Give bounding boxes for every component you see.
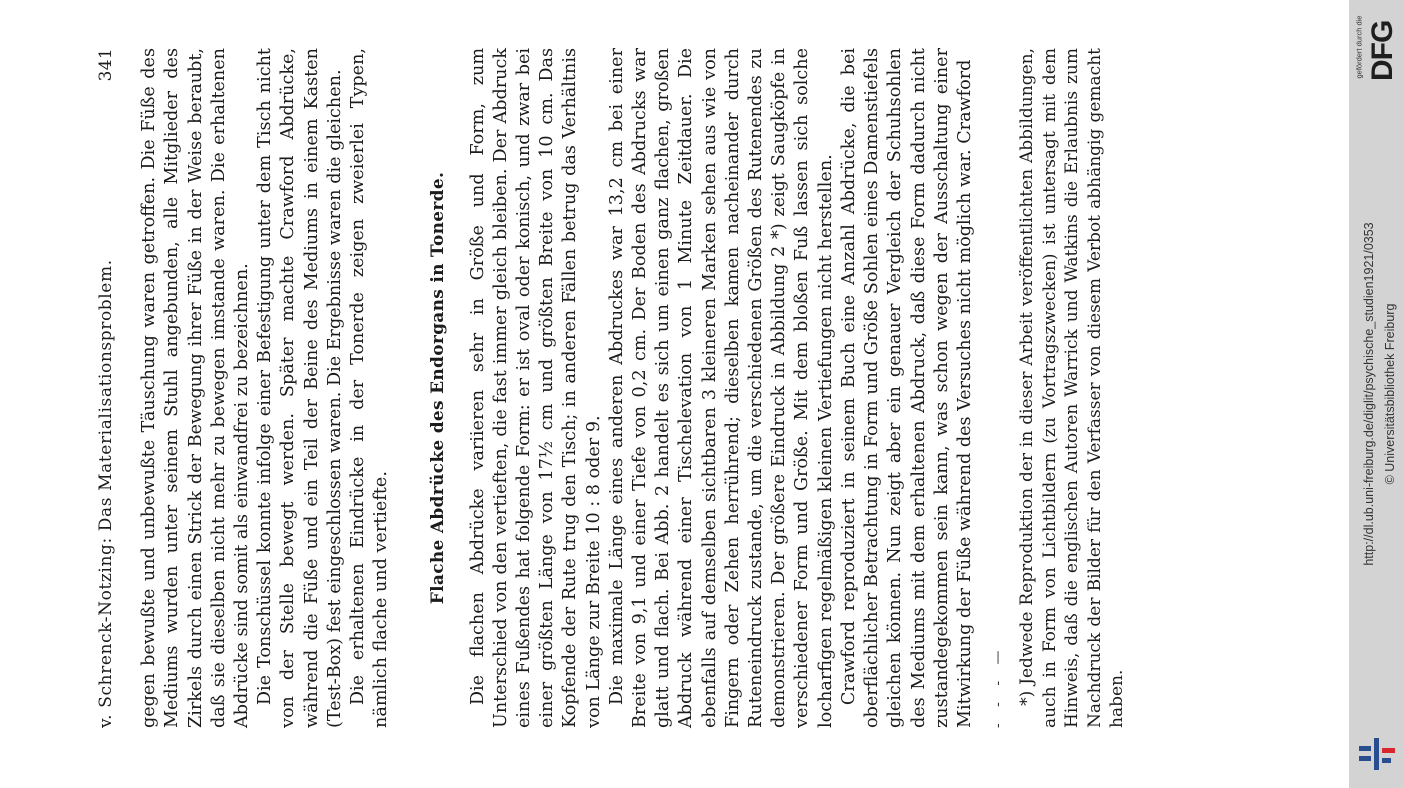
dfg-funder-block: [1351, 4, 1401, 99]
source-url-link[interactable]: http://dl.ub.uni-freiburg.de/diglit/psychische_studien1921/0353: [1362, 222, 1376, 566]
paragraph-top-3: Die erhaltenen Eindrücke in der Tonerde zeigen zweierlei Typen, nämlich flache und vertiefte.: [348, 48, 392, 728]
footnote: *) Jedwede Reproduktion der in dieser Arbeit veröffentlichten Abbildungen, auch in Form von Lichtbildern (zu Vortragszwecken) ist untersagt mit dem Hinweis, daß die englischen Autoren Warrick und Watkins die Erlaubnis zum Nachdruck der Bilder für den Verfasser von diesem Verbot abhängig gemacht haben.: [1017, 48, 1128, 728]
paragraph-main-1: Die flachen Abdrücke variieren sehr in Größe und Form, zum Unterschied von den vertieften, die fast immer gleich bleiben. Der Abdruck eines Fußendes hat folgende Form: er ist oval oder konisch, und zwar bei einer größten Länge von 17½ cm und größten Breite von 10 cm. Das Kopfende der Rute trug den Tisch; in anderen Fällen betrug das Verhältnis von Länge zur Breite 10 : 8 oder 9.: [467, 48, 604, 728]
funding-note: gefördert durch die: [1354, 15, 1364, 79]
paragraph-main-3: Crawford reproduziert in seinem Buch eine Anzahl Abdrücke, die bei oberflächlicher Betrachtung in Form und Größe Sohlen eines Damenstiefels gleichen können. Nun zeigt aber ein genauer Vergleich der Schuhsohlen des Mediums mit dem erhaltenen Abdruck, daß diese Form dadurch nicht zustandegekommen sein kann, was schon wegen der Ausschaltung einer Mitwirkung der Füße während des Versuches nicht möglich war. Crawford: [838, 48, 975, 728]
copyright-note: © Universitätsbibliothek Freiburg: [1383, 303, 1397, 485]
paragraph-top-2: Die Tonschüssel konnte infolge einer Befestigung unter dem Tisch nicht von der Stelle bewegt werden. Später machte Crawford Abdrücke, während die Füße und ein Teil der Beine des Mediums in einem Kasten (Test-Box) fest eingeschlossen waren. Die Ergebnisse waren die gleichen.: [255, 48, 345, 728]
running-head: [95, 48, 118, 728]
page-text-area: [95, 48, 1129, 728]
dfg-logo: DFG: [1366, 20, 1399, 81]
page-number: 341: [96, 48, 116, 82]
running-head-title: v. Schrenck-Notzing: Das Materialisationsproblem.: [96, 259, 116, 728]
scanned-page: [40, 0, 1340, 788]
ub-freiburg-logo-icon: [1357, 736, 1397, 772]
footnote-rule: - - - —: [990, 644, 1007, 728]
paragraph-top-1: gegen bewußte und unbewußte Täuschung waren getroffen. Die Füße des Mediums wurden unter seinem Stuhl angebunden, alle Mitglieder des Zirkels durch einen Strick der Bewegung ihrer Füße in der Weise beraubt, daß sie dieselben nicht mehr zu bewegen imstande waren. Die erhaltenen Abdrücke sind somit als einwandfrei zu bezeichnen.: [139, 48, 253, 728]
paragraph-main-2: Die maximale Länge eines anderen Abdruckes war 13,2 cm bei einer Breite von 9,1 und einer Tiefe von 0,2 cm. Der Boden des Abdrucks war glatt und flach. Bei Abb. 2 handelt es sich um einen ganz flachen, großen Abdruck während einer Tischelevation von 1 Minute Zeitdauer. Die ebenfalls auf demselben sichtbaren 3 kleineren Marken sehen aus wie von Fingern oder Zehen herrührend; dieselben kamen nacheinander durch Ruteneindruck zustande, um die verschiedenen Größen des Rutenendes zu demonstrieren. Der größere Eindruck in Abbildung 2 *) zeigt Saugköpfe in verschiedener Form und Größe. Mit dem bloßen Fuß lassen sich solche locharfigen regelmäßigen kleinen Vertiefungen nicht herstellen.: [606, 48, 836, 728]
section-heading: Flache Abdrücke des Endorgans in Tonerde.: [428, 171, 449, 605]
